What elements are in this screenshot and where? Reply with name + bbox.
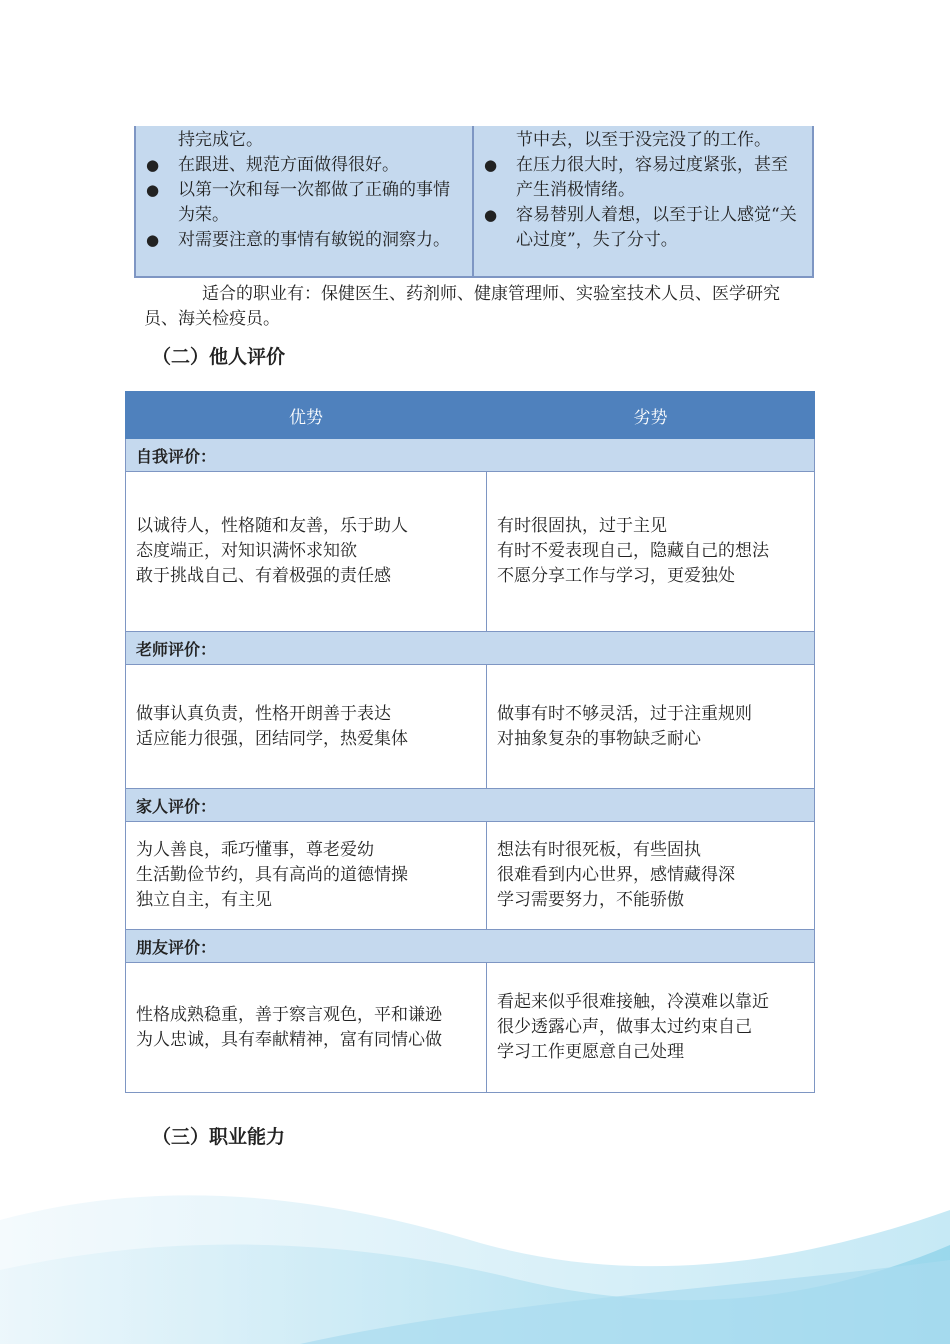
- continued-text: 持完成它。: [178, 130, 263, 150]
- strengths-cell: 为人善良，乖巧懂事，尊老爱幼 生活勤俭节约，具有高尚的道德情操 独立自主，有主见: [126, 822, 487, 930]
- category-row-friends: [126, 930, 815, 963]
- table-row: [126, 963, 815, 1093]
- category-label: 老师评价：: [126, 632, 815, 665]
- category-row-teacher: [126, 632, 815, 665]
- weaknesses-cell: 想法有时很死板，有些固执 很难看到内心世界，感情藏得深 学习需要努力，不能骄傲: [487, 822, 815, 930]
- bullet-icon: ●: [484, 206, 498, 224]
- table-header-row: [126, 392, 815, 439]
- bullet-icon: ●: [146, 181, 160, 199]
- list-item: ● 以第一次和每一次都做了正确的事情为荣。: [146, 178, 464, 228]
- weaknesses-cell: 有时很固执，过于主见 有时不爱表现自己，隐藏自己的想法 不愿分享工作与学习，更爱独处: [487, 472, 815, 632]
- list-item: ● 对需要注意的事情有敏锐的洞察力。: [146, 228, 464, 253]
- traits-continuation-table: [134, 126, 814, 278]
- strengths-cell: 性格成熟稳重，善于察言观色，平和谦逊 为人忠诚，具有奉献精神，富有同情心做: [126, 963, 487, 1093]
- table-row: [126, 822, 815, 930]
- category-label: 朋友评价：: [126, 930, 815, 963]
- section-heading-evaluation: （二）他人评价: [152, 346, 286, 368]
- wave-decoration: [0, 1150, 950, 1344]
- category-row-family: [126, 789, 815, 822]
- weaknesses-column: [474, 126, 812, 276]
- weaknesses-cell: 做事有时不够灵活，过于注重规则 对抽象复杂的事物缺乏耐心: [487, 665, 815, 789]
- table-row: [126, 472, 815, 632]
- weaknesses-cell: 看起来似乎很难接触，冷漠难以靠近 很少透露心声，做事太过约束自己 学习工作更愿意自己处理: [487, 963, 815, 1093]
- list-item: ● 在压力很大时，容易过度紧张，甚至产生消极情绪。: [484, 153, 804, 203]
- strengths-cell: 以诚待人，性格随和友善，乐于助人 态度端正，对知识满怀求知欲 敢于挑战自己、有着极强的责任感: [126, 472, 487, 632]
- section-heading-abilities: （三）职业能力: [152, 1126, 286, 1148]
- category-label: 自我评价：: [126, 439, 815, 472]
- category-row-self: [126, 439, 815, 472]
- strengths-column: [136, 126, 474, 276]
- strengths-cell: 做事认真负责，性格开朗善于表达 适应能力很强，团结同学，热爱集体: [126, 665, 487, 789]
- bullet-icon: ●: [146, 156, 160, 174]
- list-item: ● 容易替别人着想，以至于让人感觉“关心过度”，失了分寸。: [484, 203, 804, 253]
- header-weaknesses: 劣势: [487, 392, 815, 439]
- header-strengths: 优势: [126, 392, 487, 439]
- list-item: ● 在跟进、规范方面做得很好。: [146, 153, 464, 178]
- careers-paragraph: 适合的职业有：保健医生、药剂师、健康管理师、实验室技术人员、医学研究员、海关检疫员。: [144, 284, 780, 329]
- bullet-icon: ●: [146, 231, 160, 249]
- evaluation-table: [125, 391, 815, 1093]
- continued-text: 节中去，以至于没完没了的工作。: [516, 130, 771, 150]
- bullet-icon: ●: [484, 156, 498, 174]
- category-label: 家人评价：: [126, 789, 815, 822]
- table-row: [126, 665, 815, 789]
